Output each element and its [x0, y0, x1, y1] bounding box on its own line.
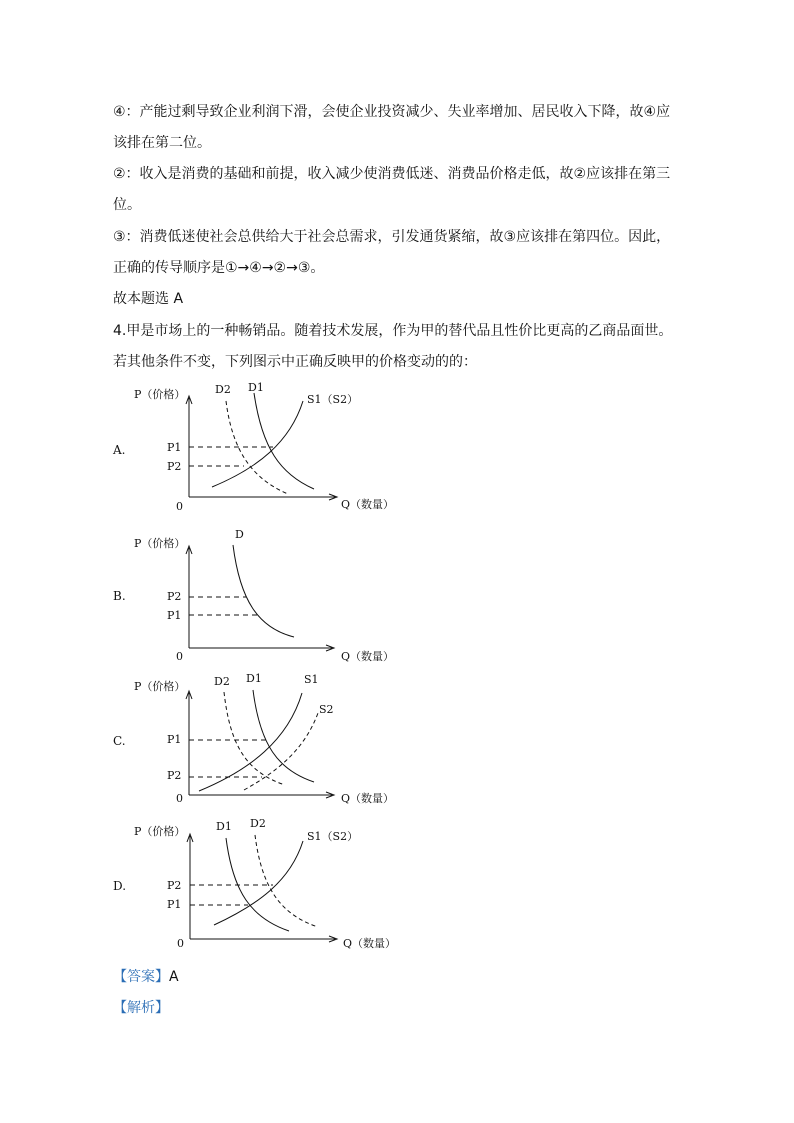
- figure-a-y-label: P（价格）: [134, 388, 186, 401]
- figure-a-x-label: Q（数量）: [341, 498, 395, 511]
- option-b-label: B.: [113, 589, 126, 603]
- figure-c-d1-label: D1: [246, 672, 262, 685]
- figure-d-p1-label: P1: [167, 898, 182, 911]
- figure-c-y-label: P（价格）: [134, 680, 186, 693]
- figure-d-curve-d2: [255, 835, 318, 927]
- figure-c-x-label: Q（数量）: [341, 792, 395, 805]
- figure-d-y-label: P（价格）: [134, 825, 186, 838]
- figure-d-x-label: Q（数量）: [343, 937, 397, 950]
- paragraph-step-3: ③：消费低迷使社会总供给大于社会总需求，引发通货紧缩，故③应该排在第四位。因此，正确的传导顺序是①→④→②→③。: [113, 229, 671, 276]
- figure-c-origin: 0: [176, 792, 183, 805]
- figure-d-d2-label: D2: [250, 817, 266, 830]
- option-d-label: D.: [113, 879, 127, 893]
- figure-b-p1-label: P1: [167, 609, 182, 622]
- figure-a-origin: 0: [176, 500, 183, 513]
- figure-c-p1-label: P1: [167, 733, 182, 746]
- figure-d-s-label: S1（S2）: [307, 830, 359, 843]
- option-c-label: C.: [113, 734, 126, 748]
- figure-c-s2-label: S2: [319, 703, 334, 716]
- answer-value: A: [169, 969, 179, 985]
- figure-c-p2-label: P2: [167, 769, 182, 782]
- figure-b-p2-label: P2: [167, 590, 182, 603]
- answer-line: [113, 966, 179, 986]
- figure-a-d2-label: D2: [215, 383, 231, 396]
- question-4: 4.甲是市场上的一种畅销品。随着技术发展，作为甲的替代品且性价比更高的乙商品面世。若其他条件不变，下列图示中正确反映甲的价格变动的的：: [113, 323, 673, 370]
- figure-b-x-label: Q（数量）: [341, 650, 395, 663]
- answer-label: 【答案】: [113, 969, 169, 985]
- option-a-label: A.: [113, 443, 126, 457]
- figure-c-s1-label: S1: [304, 673, 319, 686]
- figure-a-p2-label: P2: [167, 460, 182, 473]
- paragraph-step-4: ④：产能过剩导致企业利润下滑，会使企业投资减少、失业率增加、居民收入下降，故④应该排在第二位。: [113, 104, 671, 151]
- paragraph-step-2: ②：收入是消费的基础和前提，收入减少使消费低迷、消费品价格走低，故②应该排在第三位。: [113, 166, 671, 213]
- conclusion-line: 故本题选 A: [113, 291, 184, 307]
- figure-d-d1-label: D1: [216, 820, 232, 833]
- figure-a-p1-label: P1: [167, 441, 182, 454]
- analysis-line: [113, 997, 169, 1017]
- figure-a-s-label: S1（S2）: [307, 393, 359, 406]
- analysis-label: 【解析】: [113, 1000, 169, 1016]
- figure-b-y-label: P（价格）: [134, 537, 186, 550]
- figure-a-d1-label: D1: [248, 381, 264, 394]
- figure-d-origin: 0: [177, 937, 184, 950]
- figure-d-p2-label: P2: [167, 879, 182, 892]
- figure-c-d2-label: D2: [214, 675, 230, 688]
- figure-b-d-label: D: [235, 528, 244, 541]
- figure-b-origin: 0: [176, 650, 183, 663]
